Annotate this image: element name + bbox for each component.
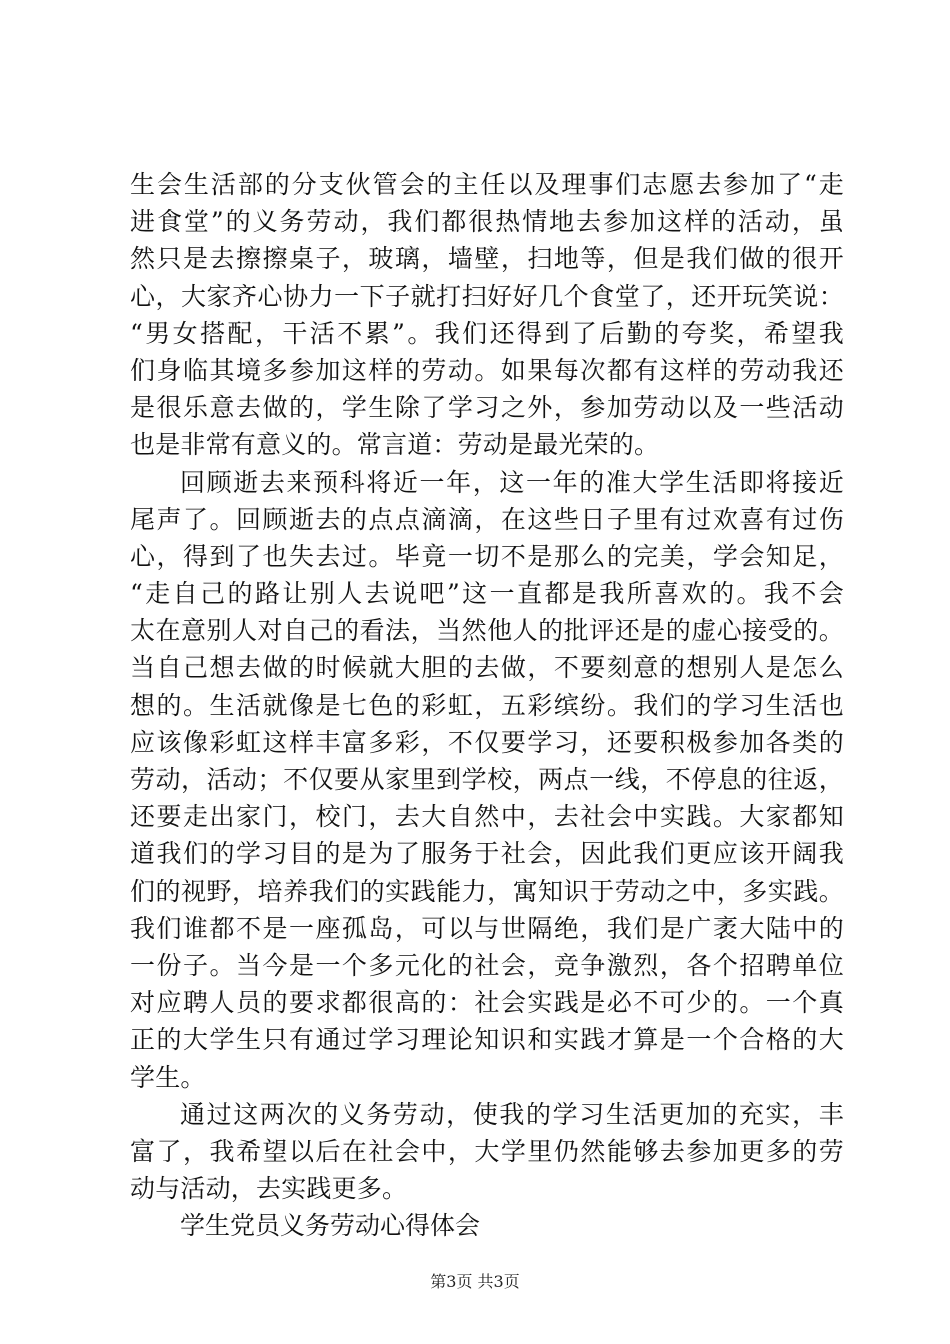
text-line: 也是非常有意义的。常言道：劳动是最光荣的。 — [130, 430, 660, 460]
text-line: 学生。 — [130, 1062, 206, 1092]
text-line: 生会生活部的分支伙管会的主任以及理事们志愿去参加了“走 — [130, 170, 844, 199]
text-line: 我们谁都不是一座孤岛，可以与世隔绝，我们是广袤大陆中的 — [130, 913, 844, 943]
text-line: 还要走出家门，校门，去大自然中，去社会中实践。大家都知 — [130, 802, 844, 832]
text-line: 是很乐意去做的，学生除了学习之外，参加劳动以及一些活动 — [130, 393, 844, 423]
page-footer: 第3页 共3页 — [430, 1272, 520, 1291]
text-line: 一份子。当今是一个多元化的社会，竞争激烈，各个招聘单位 — [130, 950, 844, 980]
text-line: 尾声了。回顾逝去的点点滴滴，在这些日子里有过欢喜有过伤 — [130, 504, 844, 534]
text-line: 正的大学生只有通过学习理论知识和实践才算是一个合格的大 — [130, 1025, 844, 1055]
text-line: “男女搭配，干活不累”。我们还得到了后勤的夸奖，希望我 — [130, 318, 844, 348]
text-line: 想的。生活就像是七色的彩虹，五彩缤纷。我们的学习生活也 — [130, 690, 844, 720]
document-body — [130, 166, 844, 1244]
text-line: 心，大家齐心协力一下子就打扫好好几个食堂了，还开玩笑说： — [130, 281, 844, 311]
text-line: 通过这两次的义务劳动，使我的学习生活更加的充实，丰 — [180, 1099, 844, 1129]
text-line: 动与活动，去实践更多。 — [130, 1174, 408, 1204]
text-line: 应该像彩虹这样丰富多彩，不仅要学习，还要积极参加各类的 — [130, 727, 844, 757]
text-line: 富了，我希望以后在社会中，大学里仍然能够去参加更多的劳 — [130, 1136, 844, 1166]
closing-title: 学生党员义务劳动心得体会 — [180, 1211, 481, 1241]
text-line: 们的视野，培养我们的实践能力，寓知识于劳动之中，多实践。 — [130, 876, 844, 906]
text-line: 进食堂”的义务劳动，我们都很热情地去参加这样的活动，虽 — [130, 207, 844, 237]
text-line: 对应聘人员的要求都很高的：社会实践是必不可少的。一个真 — [130, 988, 844, 1018]
text-line: 当自己想去做的时候就大胆的去做，不要刻意的想别人是怎么 — [130, 653, 844, 683]
text-line: “走自己的路让别人去说吧”这一直都是我所喜欢的。我不会 — [130, 579, 844, 609]
text-line: 道我们的学习目的是为了服务于社会，因此我们更应该开阔我 — [130, 839, 844, 869]
text-line: 们身临其境多参加这样的劳动。如果每次都有这样的劳动我还 — [130, 355, 844, 385]
text-line: 然只是去擦擦桌子，玻璃，墙壁，扫地等，但是我们做的很开 — [130, 244, 844, 274]
text-line: 心，得到了也失去过。毕竟一切不是那么的完美，学会知足， — [130, 541, 844, 571]
text-line: 太在意别人对自己的看法，当然他人的批评还是的虚心接受的。 — [130, 616, 844, 646]
text-line: 劳动，活动；不仅要从家里到学校，两点一线，不停息的往返， — [130, 765, 844, 794]
text-line: 回顾逝去来预科将近一年，这一年的准大学生活即将接近 — [180, 467, 844, 497]
